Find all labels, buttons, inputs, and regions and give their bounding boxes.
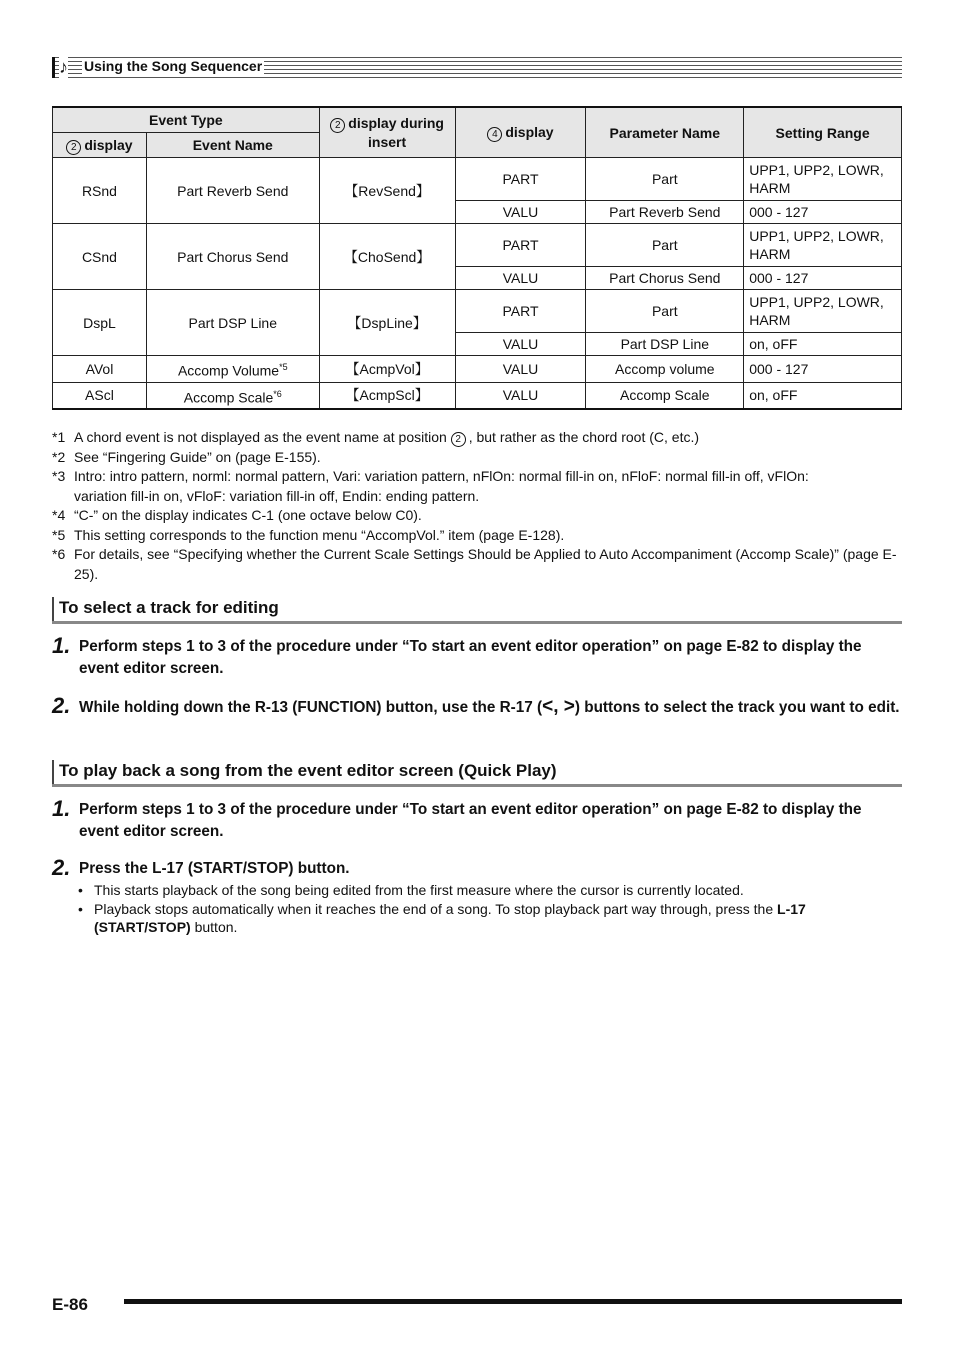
cell-insert-display: 【AcmpVol】: [319, 356, 455, 383]
cell-param-name: Part: [586, 290, 744, 333]
footnote: *3 Intro: intro pattern, norml: normal pattern, Vari: variation pattern, nFlOn: normal fill-in on, nFloF: normal fill-in off, vFlOn: variation fill-in on, vFloF: variation fill-in off, Endin: ending pattern.: [52, 468, 809, 504]
step-2: 2. Press the L-17 (START/STOP) button.: [52, 855, 350, 880]
cell-event-name: Part DSP Line: [146, 290, 319, 356]
cell-display: AScl: [53, 382, 147, 409]
list-item: • This starts playback of the song being edited from the first measure where the cursor is currently located.: [78, 882, 744, 898]
footer-rule: [124, 1299, 902, 1304]
footnote-ref: *6: [273, 388, 282, 399]
step-1: 1. Perform steps 1 to 3 of the procedure under “To start an event editor operation” on page E-82 to display the event editor screen.: [52, 633, 862, 677]
music-note-icon: ♪: [59, 57, 68, 77]
cell-setting-range: on, oFF: [744, 382, 902, 409]
cell-setting-range: 000 - 127: [744, 267, 902, 290]
cell-param-name: Part DSP Line: [586, 333, 744, 356]
cell-param-display: PART: [455, 224, 586, 267]
footnotes: [52, 428, 902, 584]
cell-setting-range: 000 - 127: [744, 356, 902, 383]
cell-insert-display: 【ChoSend】: [319, 224, 455, 290]
cell-param-name: Accomp volume: [586, 356, 744, 383]
cell-event-name: Part Chorus Send: [146, 224, 319, 290]
step-2-bullets: [78, 881, 902, 937]
table-row: [53, 356, 902, 383]
th-setting-range: Setting Range: [744, 107, 902, 158]
footnote: *5 This setting corresponds to the function menu “AccompVol.” item (page E-128).: [52, 526, 565, 543]
footnote: *2 See “Fingering Guide” on (page E-155).: [52, 448, 321, 465]
th-parameter-name: Parameter Name: [586, 107, 744, 158]
cell-param-display: VALU: [455, 356, 586, 383]
footnote: *4 “C-” on the display indicates C-1 (one octave below C0).: [52, 507, 422, 523]
cell-param-name: Part Reverb Send: [586, 201, 744, 224]
section-heading-quick-play: To play back a song from the event editor screen (Quick Play): [52, 760, 902, 787]
cell-param-display: VALU: [455, 333, 586, 356]
circled-number-4: 4: [487, 127, 502, 142]
cell-event-name: Accomp Volume$^{*5}$: [146, 356, 319, 383]
header-bar: [52, 57, 55, 78]
cell-display: RSnd: [53, 158, 147, 224]
footnote: *6 For details, see “Specifying whether the Current Scale Settings Should be Applied to Auto Accompaniment (Accomp Scale)” (page E-25).: [52, 546, 897, 582]
table-row: [53, 382, 902, 409]
section-heading-select-track: To select a track for editing: [52, 597, 902, 624]
step-2: 2. While holding down the R-13 (FUNCTION) button, use the R-17 (<, >) buttons to select the track you want to edit.: [52, 693, 900, 718]
table-row: [53, 290, 902, 333]
cell-param-display: PART: [455, 158, 586, 201]
cell-param-display: VALU: [455, 201, 586, 224]
th-display-during-insert: 2 display during insert: [319, 107, 455, 158]
page-number: E-86: [52, 1295, 88, 1314]
cell-param-display: PART: [455, 290, 586, 333]
cell-param-name: Part Chorus Send: [586, 267, 744, 290]
cell-setting-range: on, oFF: [744, 333, 902, 356]
cell-insert-display: 【AcmpScl】: [319, 382, 455, 409]
th-event-name: Event Name: [146, 133, 319, 158]
list-item: • Playback stops automatically when it reaches the end of a song. To stop playback part way through, press the L-17 (START/STOP) button.: [78, 900, 806, 935]
cell-setting-range: 000 - 127: [744, 201, 902, 224]
cell-param-name: Part: [586, 158, 744, 201]
circled-number-2: 2: [330, 118, 345, 133]
cell-param-name: Part: [586, 224, 744, 267]
table-header-row: [53, 107, 902, 133]
header-title: Using the Song Sequencer: [84, 58, 263, 74]
cell-event-name: Accomp Scale$^{*6}$: [146, 382, 319, 409]
table-row: [53, 224, 902, 267]
step-1: 1. Perform steps 1 to 3 of the procedure under “To start an event editor operation” on page E-82 to display the event editor screen.: [52, 796, 862, 840]
circled-number-2: 2: [66, 140, 81, 155]
footnote: *1 A chord event is not displayed as the event name at position 2 , but rather as the chord root (C, etc.): [52, 429, 700, 445]
cell-event-name: Part Reverb Send: [146, 158, 319, 224]
cell-setting-range: UPP1, UPP2, LOWR, HARM: [744, 158, 902, 201]
cell-display: AVol: [53, 356, 147, 383]
circled-number-2: 2: [451, 432, 466, 447]
cell-insert-display: 【RevSend】: [319, 158, 455, 224]
cell-display: CSnd: [53, 224, 147, 290]
running-header: [52, 55, 902, 79]
th-display-2: 2 display: [53, 133, 147, 158]
event-table: [52, 106, 902, 410]
left-right-arrow-symbols: <, >: [542, 696, 575, 717]
cell-insert-display: 【DspLine】: [319, 290, 455, 356]
cell-param-display: VALU: [455, 382, 586, 409]
th-event-type: Event Type: [53, 107, 320, 133]
footnote-ref: *5: [279, 362, 288, 372]
cell-param-name: Accomp Scale: [586, 382, 744, 409]
cell-param-display: VALU: [455, 267, 586, 290]
cell-setting-range: UPP1, UPP2, LOWR, HARM: [744, 290, 902, 333]
table-row: [53, 158, 902, 201]
th-display-4: 4 display: [455, 107, 586, 158]
cell-display: DspL: [53, 290, 147, 356]
cell-setting-range: UPP1, UPP2, LOWR, HARM: [744, 224, 902, 267]
